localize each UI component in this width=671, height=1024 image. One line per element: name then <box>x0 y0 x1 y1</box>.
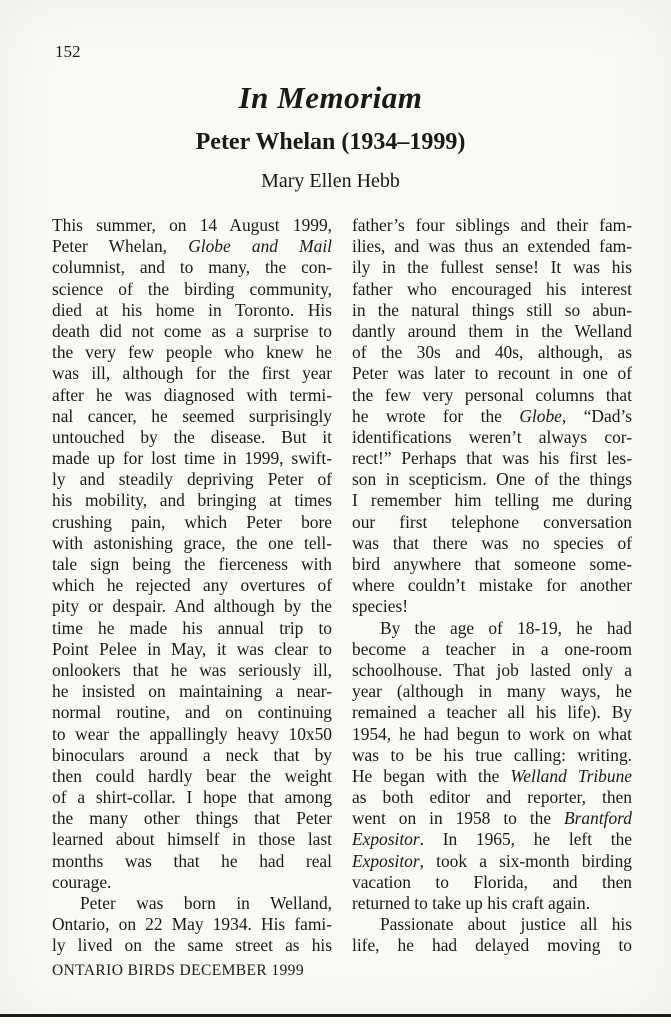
text-line: species! <box>352 596 409 617</box>
text-line: then could hardly bear the weight <box>52 765 332 786</box>
text-line: science of the birding community, <box>52 278 332 299</box>
text-line: vacation to Florida, and then <box>352 871 632 892</box>
text-line: Peter was later to recount in one of <box>352 363 632 384</box>
article-header <box>0 80 661 193</box>
text-line: Peter was born in Welland, <box>80 893 332 913</box>
text-line: Peter Whelan, Globe and Mail <box>52 236 332 257</box>
text-line: the very few people who knew he <box>52 342 332 363</box>
text-line: was ill, although for the first year <box>52 363 332 384</box>
text-line: son in scepticism. One of the things <box>352 469 632 490</box>
text-line: dantly around them in the Welland <box>352 320 632 341</box>
article-author: Mary Ellen Hebb <box>261 170 400 192</box>
text-line: of a shirt-collar. I hope that among <box>52 787 332 808</box>
text-line: with astonishing grace, the one tell- <box>52 532 332 553</box>
text-line: bird anywhere that someone some- <box>352 554 632 574</box>
text-line: learned about himself in those last <box>52 829 332 850</box>
text-line: he wrote for the Globe, “Dad’s <box>352 405 632 426</box>
text-line: ilies, and was thus an extended fam- <box>352 236 632 257</box>
text-line: Passionate about justice all his <box>380 914 632 935</box>
journal-footer: ONTARIO BIRDS DECEMBER 1999 <box>52 962 304 979</box>
text-line: normal routine, and on continuing <box>52 702 332 723</box>
text-line: remained a teacher all his life). By <box>352 702 632 723</box>
text-line: columnist, and to many, the con- <box>52 257 332 278</box>
text-line: binoculars around a neck that by <box>52 744 332 765</box>
text-line: Point Pelee in May, it was clear to <box>52 638 332 659</box>
text-line: where couldn’t mistake for another <box>352 575 632 596</box>
text-line: crushing pain, which Peter bore <box>52 511 332 532</box>
text-line: schoolhouse. That job lasted only a <box>352 659 632 680</box>
text-line: the many other things that Peter <box>52 808 332 829</box>
scan-edge-margin <box>0 1017 671 1024</box>
text-line: to wear the appallingly heavy 10x50 <box>52 723 332 744</box>
text-line: year (although in many ways, he <box>352 681 632 702</box>
text-line: 1954, he had begun to work on what <box>352 723 632 744</box>
text-line: father who encouraged his interest <box>352 278 632 299</box>
text-line: death did not come as a surprise to <box>52 320 332 341</box>
article-title: In Memoriam <box>238 80 423 115</box>
text-line: ly lived on the same street as his <box>52 935 332 956</box>
text-line: By the age of 18-19, he had <box>380 617 632 638</box>
text-line: Ontario, on 22 May 1934. His fami- <box>52 914 332 935</box>
text-line: He began with the Welland Tribune <box>352 765 632 786</box>
text-line: become a teacher in a one-room <box>352 638 632 659</box>
text-line: pity or despair. And although by the <box>52 596 332 617</box>
text-line: tale sign being the fierceness with <box>52 554 332 574</box>
text-line: our first telephone conversation <box>352 511 632 532</box>
text-line: of the 30s and 40s, although, as <box>352 342 632 363</box>
text-line: onlookers that he was seriously ill, <box>52 659 332 680</box>
text-column-right <box>352 215 632 957</box>
text-line: I remember him telling me during <box>352 490 632 511</box>
text-line: rect!” Perhaps that was his first les- <box>352 448 632 469</box>
page-number: 152 <box>55 42 81 61</box>
text-line: his mobility, and bringing at times <box>52 490 332 511</box>
text-line: was to be his true calling: writing. <box>352 744 632 765</box>
text-line: courage. <box>52 871 112 892</box>
text-line: Expositor, took a six-month birding <box>352 850 632 871</box>
text-line: ily in the fullest sense! It was his <box>352 257 632 278</box>
text-line: ly and steadily depriving Peter of <box>52 469 332 490</box>
text-line: This summer, on 14 August 1999, <box>52 215 332 235</box>
text-line: nal cancer, he seemed surprisingly <box>52 405 332 426</box>
text-line: as both editor and reporter, then <box>352 787 632 808</box>
text-line: father’s four siblings and their fam- <box>352 215 632 235</box>
text-line: returned to take up his craft again. <box>352 893 591 913</box>
text-line: the few very personal columns that <box>352 384 632 405</box>
text-line: life, he had delayed moving to <box>352 935 632 956</box>
text-line: time he made his annual trip to <box>52 617 332 638</box>
text-line: after he was diagnosed with termi- <box>52 384 332 405</box>
text-line: went on in 1958 to the Brantford <box>352 808 632 829</box>
text-line: was that there was no species of <box>352 532 632 553</box>
text-line: died at his home in Toronto. His <box>52 299 332 320</box>
text-line: Expositor. In 1965, he left the <box>352 829 632 850</box>
text-line: months was that he had real <box>52 850 332 871</box>
text-line: which he rejected any overtures of <box>52 575 332 596</box>
text-line: untouched by the disease. But it <box>52 426 332 447</box>
text-line: in the natural things still so abun- <box>352 299 632 320</box>
text-column-left <box>52 215 332 957</box>
article-subtitle: Peter Whelan (1934–1999) <box>195 129 466 155</box>
text-line: made up for lost time in 1999, swift- <box>52 448 332 469</box>
text-line: identifications weren’t always cor- <box>352 426 632 447</box>
text-line: he insisted on maintaining a near- <box>52 681 332 702</box>
